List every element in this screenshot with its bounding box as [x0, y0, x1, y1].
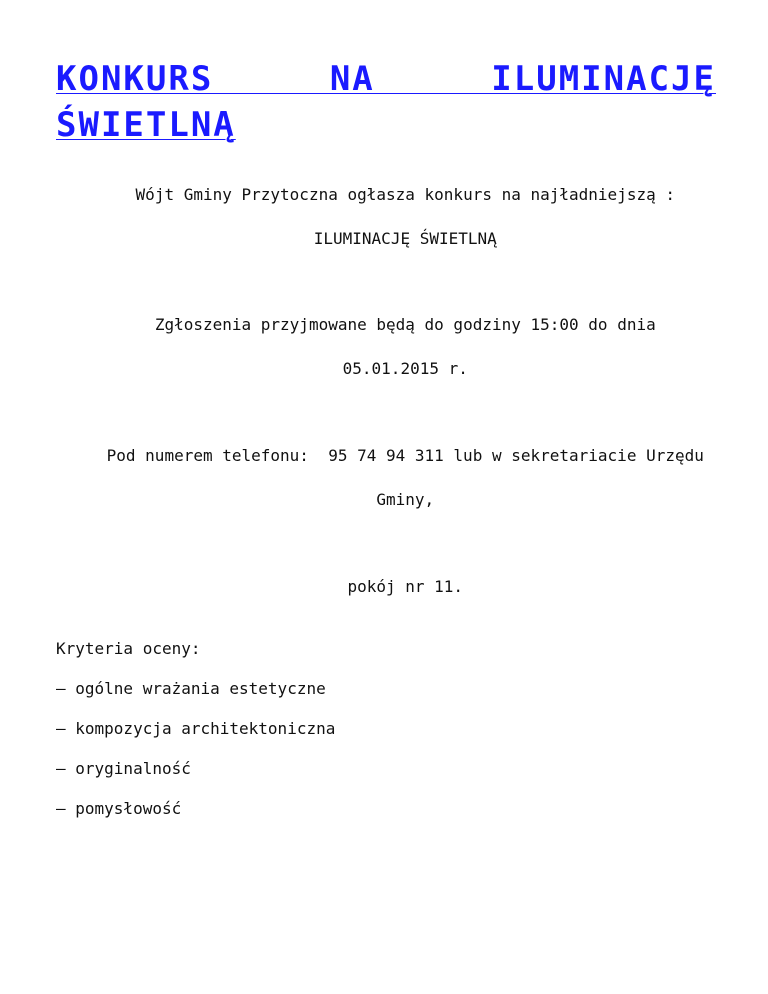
room-paragraph	[56, 554, 716, 620]
phone-paragraph	[56, 423, 716, 533]
criteria-item: – ogólne wrażania estetyczne	[56, 679, 326, 698]
phone-line-1: Pod numerem telefonu: 95 74 94 311 lub w sekretariacie Urzędu	[106, 446, 704, 465]
criteria-item: – kompozycja architektoniczna	[56, 719, 336, 738]
document-page	[56, 56, 716, 820]
phone-line-2: Gminy,	[376, 490, 435, 509]
criteria-item: – oryginalność	[56, 759, 191, 778]
criteria-heading: Kryteria oceny:	[56, 639, 201, 658]
announcement-line-1: Wójt Gminy Przytoczna ogłasza konkurs na najładniejszą :	[135, 185, 675, 204]
announcement-paragraph	[56, 162, 716, 272]
title-link[interactable]: KONKURS NA ILUMINACJĘ ŚWIETLNĄ	[56, 59, 716, 145]
room-text: pokój nr 11.	[347, 577, 464, 596]
deadline-paragraph	[56, 292, 716, 402]
criteria-item: – pomysłowość	[56, 799, 182, 818]
deadline-line-2: 05.01.2015 r.	[342, 359, 468, 378]
announcement-line-2: ILUMINACJĘ ŚWIETLNĄ	[313, 229, 497, 248]
deadline-line-1: Zgłoszenia przyjmowane będą do godziny 15:00 do dnia	[154, 315, 656, 334]
